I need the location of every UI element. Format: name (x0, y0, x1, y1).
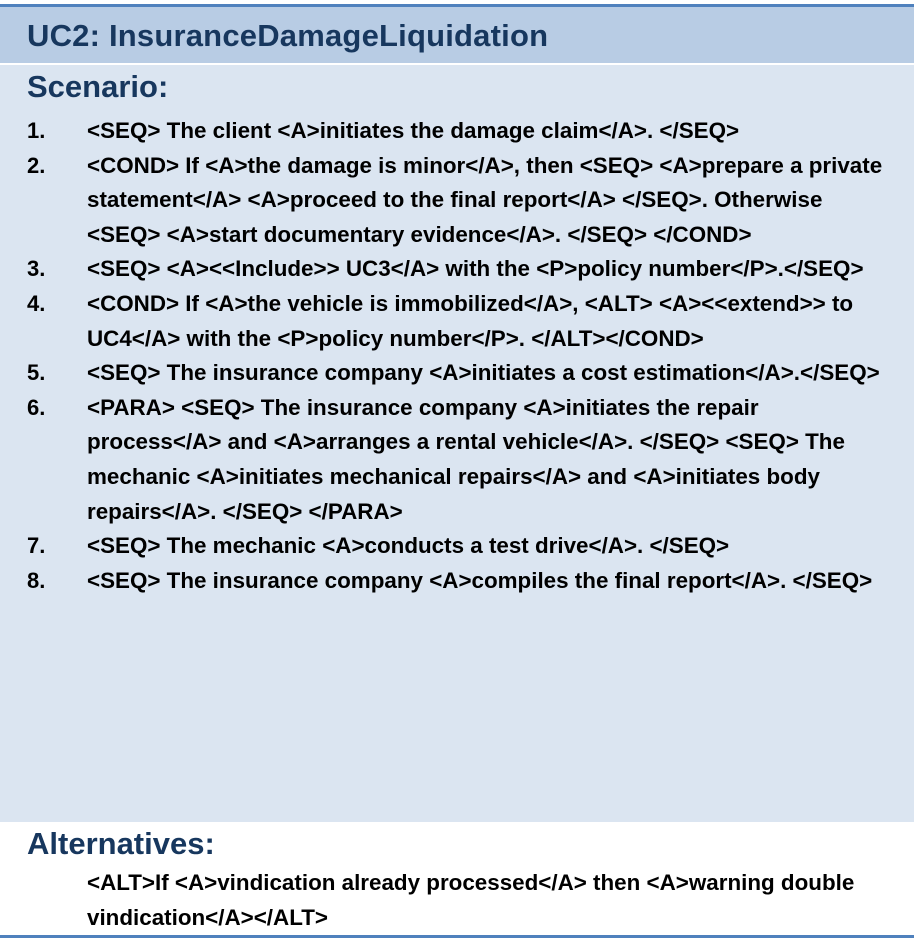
step-number: 1. (27, 118, 46, 143)
scenario-step-5 (0, 356, 914, 391)
step-text: <SEQ> <A><<Include>> UC3</A> with the <P>policy number</P>.</SEQ> (87, 256, 864, 282)
step-text: <SEQ> The insurance company <A>compiles the final report</A>. </SEQ> (87, 567, 873, 593)
scenario-section (0, 65, 914, 822)
use-case-title: UC2: InsuranceDamageLiquidation (27, 18, 549, 53)
step-number: 7. (27, 533, 46, 559)
step-number: 2. (27, 152, 46, 178)
step-number: 6. (27, 394, 46, 420)
alternatives-text: <ALT>If <A>vindication already processed</A> then <A>warning double vindication</A></ALT> (87, 870, 855, 930)
alternatives-heading: Alternatives: (27, 826, 215, 861)
scenario-step-7 (0, 529, 914, 564)
scenario-step-1 (0, 114, 914, 149)
title-band (0, 7, 914, 63)
step-number: 3. (27, 256, 46, 282)
bottom-rule (0, 935, 914, 938)
step-text: <PARA> <SEQ> The insurance company <A>initiates the repair process</A> and <A>arranges a rental vehicle</A>. </SEQ> <SEQ> The mechanic <A>initiates mechanical repairs</A> and <A>initiates body repairs</A>. </SEQ> </PARA> (87, 394, 845, 524)
scenario-heading: Scenario: (27, 69, 169, 104)
step-text: <COND> If <A>the vehicle is immobilized</A>, <ALT> <A><<extend>> to UC4</A> with the <P>policy number</P>. </ALT></COND> (87, 290, 854, 351)
step-text: <SEQ> The mechanic <A>conducts a test drive</A>. </SEQ> (87, 533, 730, 559)
scenario-step-3 (0, 252, 914, 287)
scenario-step-6 (0, 391, 914, 529)
step-number: 8. (27, 567, 46, 593)
scenario-step-2 (0, 149, 914, 253)
step-text: <SEQ> The client <A>initiates the damage claim</A>. </SEQ> (87, 118, 740, 143)
step-number: 4. (27, 290, 46, 316)
step-number: 5. (27, 360, 46, 386)
step-text: <SEQ> The insurance company <A>initiates a cost estimation</A>.</SEQ> (87, 360, 880, 386)
scenario-step-8 (0, 564, 914, 599)
scenario-steps (0, 114, 914, 598)
step-text: <COND> If <A>the damage is minor</A>, then <SEQ> <A>prepare a private statement</A> <A>proceed to the final report</A> </SEQ>. Otherwise <SEQ> <A>start documentary evidence</A>. </SEQ> </COND> (87, 152, 883, 247)
scenario-step-4 (0, 287, 914, 356)
